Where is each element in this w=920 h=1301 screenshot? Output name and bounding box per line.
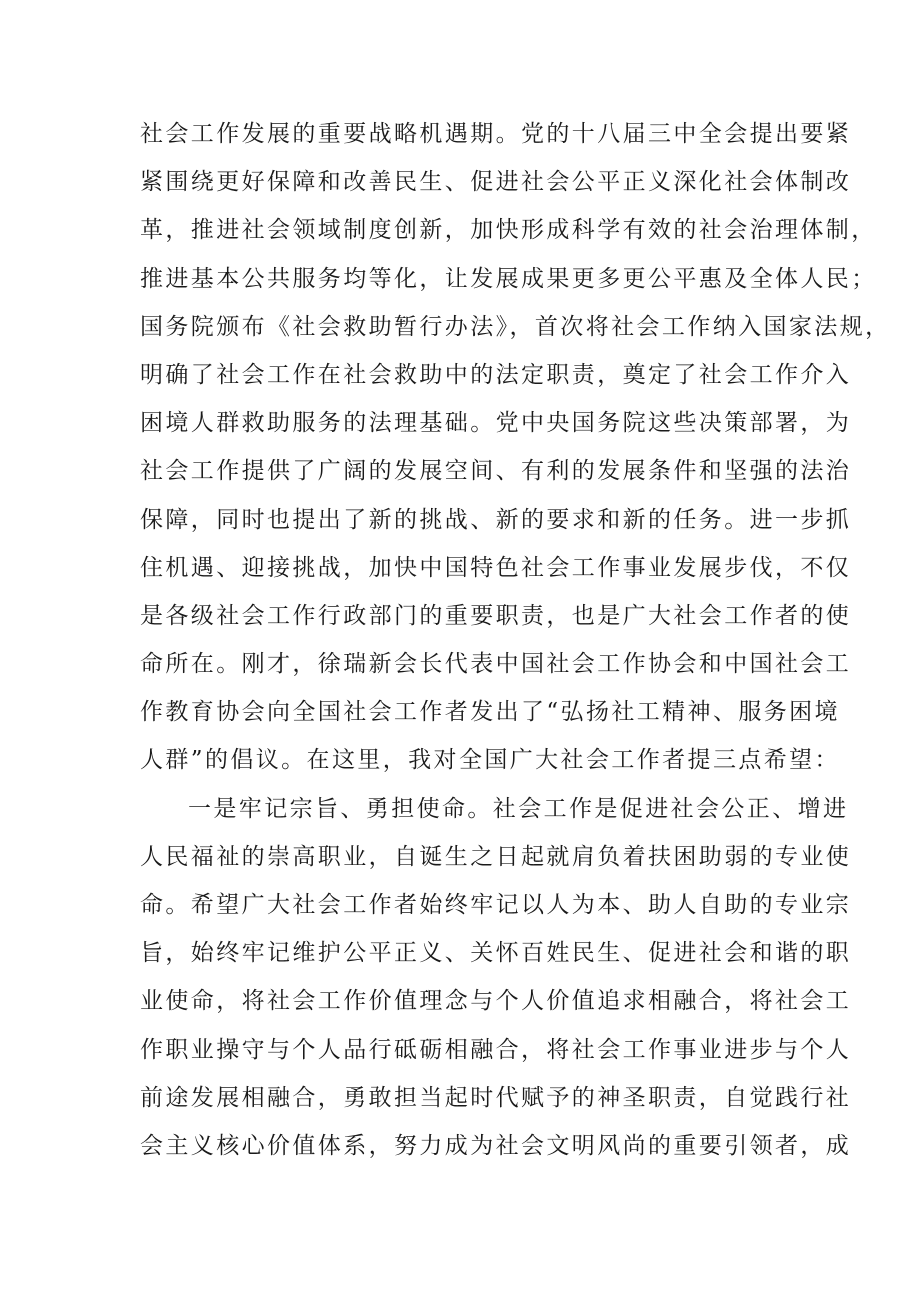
text-line: 旨，始终牢记维护公平正义、关怀百姓民生、促进社会和谐的职 bbox=[140, 940, 852, 967]
text-line: 困境人群救助服务的法理基础。党中央国务院这些决策部署，为 bbox=[140, 410, 852, 437]
text-line: 保障，同时也提出了新的挑战、新的要求和新的任务。进一步抓 bbox=[140, 506, 852, 533]
text-line: 住机遇、迎接挑战，加快中国特色社会工作事业发展步伐，不仅 bbox=[140, 554, 852, 581]
text-line: 明确了社会工作在社会救助中的法定职责，奠定了社会工作介入 bbox=[140, 361, 852, 388]
text-line: 紧围绕更好保障和改善民生、促进社会公平正义深化社会体制改 bbox=[140, 169, 852, 196]
text-line: 命。希望广大社会工作者始终牢记以人为本、助人自助的专业宗 bbox=[140, 892, 852, 918]
text-line: 推进基本公共服务均等化，让发展成果更多更公平惠及全体人民； bbox=[140, 265, 877, 292]
text-line: 革，推进社会领域制度创新，加快形成科学有效的社会治理体制， bbox=[140, 217, 877, 244]
body-text bbox=[140, 110, 891, 1170]
text-line: 国务院颁布《社会救助暂行办法》，首次将社会工作纳入国家法规， bbox=[140, 313, 891, 340]
text-line: 作教育协会向全国社会工作者发出了“弘扬社工精神、服务困境 bbox=[140, 699, 840, 726]
text-line: 人民福祉的崇高职业，自诞生之日起就肩负着扶困助弱的专业使 bbox=[140, 843, 852, 870]
text-line: 社会工作提供了广阔的发展空间、有利的发展条件和坚强的法治 bbox=[140, 458, 852, 485]
paragraph-first-line: 一是牢记宗旨、勇担使命。社会工作是促进社会公正、增进 bbox=[188, 795, 849, 822]
text-line: 会主义核心价值体系，努力成为社会文明风尚的重要引领者，成 bbox=[140, 1132, 852, 1159]
text-line: 人群”的倡议。在这里，我对全国广大社会工作者提三点希望： bbox=[140, 747, 840, 774]
text-line: 前途发展相融合，勇敢担当起时代赋予的神圣职责，自觉践行社 bbox=[140, 1084, 852, 1111]
text-line: 业使命，将社会工作价值理念与个人价值追求相融合，将社会工 bbox=[140, 988, 852, 1015]
text-line: 社会工作发展的重要战略机遇期。党的十八届三中全会提出要紧 bbox=[140, 121, 852, 147]
text-line: 命所在。刚才，徐瑞新会长代表中国社会工作协会和中国社会工 bbox=[140, 651, 852, 678]
text-line: 是各级社会工作行政部门的重要职责，也是广大社会工作者的使 bbox=[140, 602, 852, 629]
text-line: 作职业操守与个人品行砥砺相融合，将社会工作事业进步与个人 bbox=[140, 1036, 852, 1063]
